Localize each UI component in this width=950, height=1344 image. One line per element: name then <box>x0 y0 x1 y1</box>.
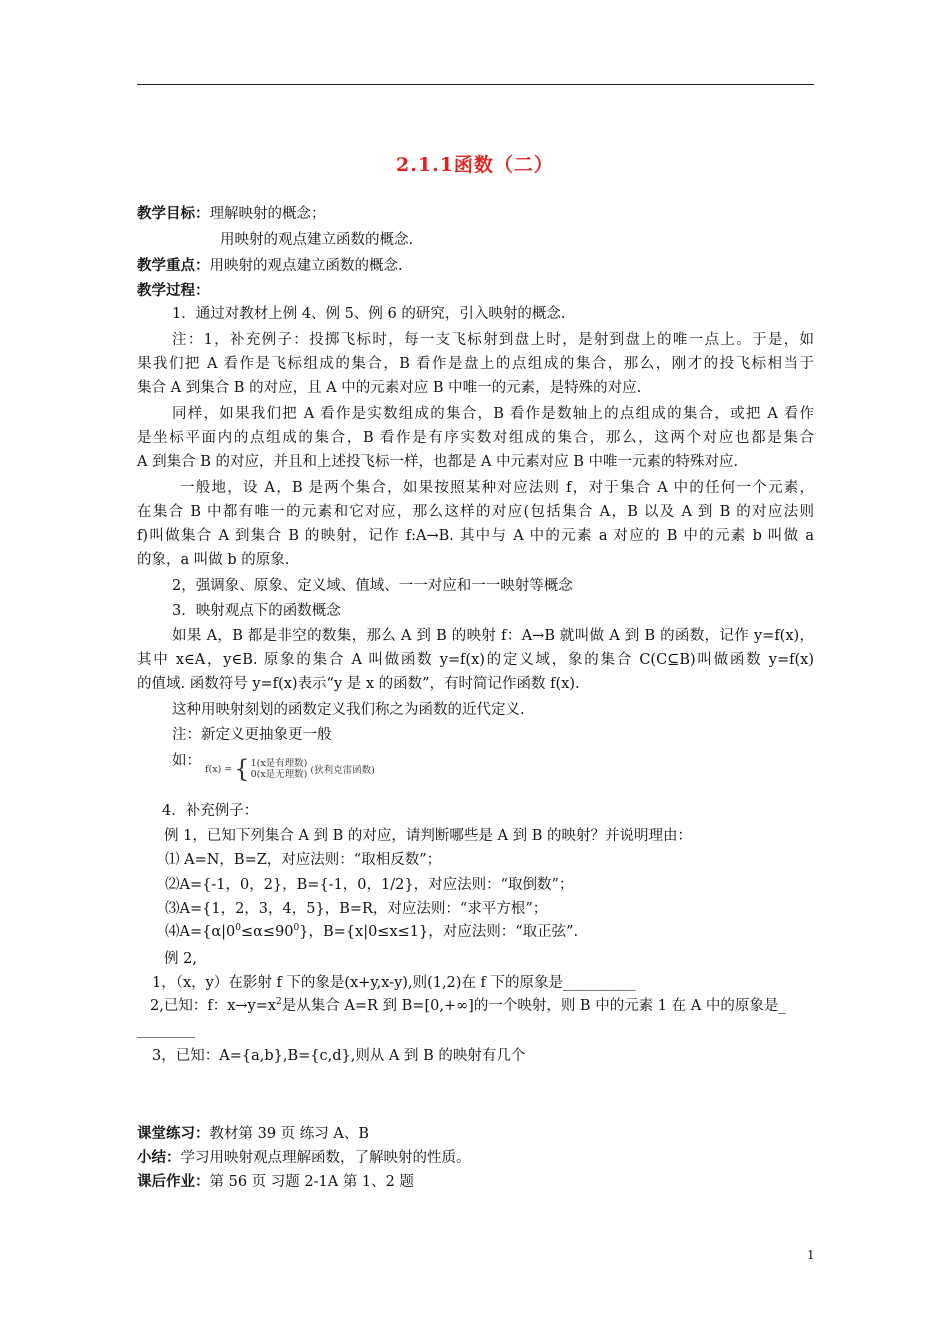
square-sup: 2 <box>276 997 282 1008</box>
example-4-part-b: ≤α≤90 <box>240 924 294 940</box>
body-line: ⑴ A=N，B=Z，对应法则：“取相反数”； <box>165 852 442 868</box>
homework-text: 第 56 页 习题 2-1A 第 1、2 题 <box>209 1174 414 1190</box>
example-4-part-a: ⑷A={α|0 <box>165 924 236 940</box>
body-line: 3，已知：A={a,b},B={c,d},则从 A 到 B 的映射有几个 <box>152 1048 526 1064</box>
process-label: 教学过程： <box>137 282 210 299</box>
example-4-part-c: }，B={x|0≤x≤1}，对应法则：“取正弦”. <box>299 924 579 940</box>
objective-line-2: 用映射的观点建立函数的概念. <box>220 232 414 248</box>
formula-cases <box>251 758 308 780</box>
body-line: 4．补充例子： <box>162 803 259 819</box>
objective-text-1: 理解映射的概念； <box>209 206 326 222</box>
page-number: 1 <box>807 1248 815 1262</box>
body-line: 集合 A 到集合 B 的对应，且 A 中的元素对应 B 中唯一的元素，是特殊的对应. <box>137 380 642 396</box>
body-line <box>150 996 786 1016</box>
summary-label: 小结： <box>137 1149 181 1166</box>
body-line: 一般地，设 A，B 是两个集合，如果按照某种对应法则 f，对于集合 A 中的任何一个元素， <box>180 480 814 496</box>
header-rule <box>137 84 814 85</box>
degree-sup: 0 <box>235 923 241 934</box>
body-line: 同样，如果我们把 A 看作是实数组成的集合，B 看作是数轴上的点组成的集合，或把 A 看作 <box>172 406 814 422</box>
example-2-2-part-b: 是从集合 A=R 到 B=[0,+∞]的一个映射，则 B 中的元素 1 在 A 中的原象是_ <box>281 998 786 1014</box>
body-line: 果我们把 A 看作是飞标组成的集合，B 看作是盘上的点组成的集合，那么，刚才的投飞标相当于 <box>137 356 814 372</box>
homework-label: 课后作业： <box>137 1173 210 1190</box>
body-line: 其中 x∈A，y∈B. 原象的集合 A 叫做函数 y=f(x)的定义域，象的集合 C(C⊆B)叫做函数 y=f(x) <box>137 652 814 668</box>
body-line <box>165 922 578 942</box>
key-point-text: 用映射的观点建立函数的概念. <box>209 258 403 274</box>
key-point-label: 教学重点： <box>137 257 210 274</box>
example-2-2-part-a: 2,已知：f：x→y=x <box>150 998 277 1014</box>
body-line: 注：新定义更抽象更一般 <box>172 727 332 743</box>
objective-line-1 <box>137 204 326 224</box>
formula-note: (狄利克雷函数) <box>310 765 375 776</box>
body-line: ⑵A={-1，0，2}，B={-1，0，1/2}，对应法则：“取倒数”； <box>165 877 574 893</box>
body-line: 这种用映射刻划的函数定义我们称之为函数的近代定义. <box>172 702 525 718</box>
body-line: 1．通过对教材上例 4、例 5、例 6 的研究，引入映射的概念. <box>172 306 566 322</box>
body-line: 如果 A，B 都是非空的数集，那么 A 到 B 的映射 f：A→B 就叫做 A 到 B 的函数，记作 y=f(x)， <box>172 628 814 644</box>
body-line: 如： <box>172 753 201 769</box>
body-line: ________ <box>137 1022 195 1038</box>
formula-case-2: 0(x是无理数) <box>250 769 308 780</box>
formula-case-1: 1(x是有理数) <box>250 758 308 769</box>
homework-line <box>137 1172 414 1192</box>
body-line: 注：1，补充例子：投掷飞标时，每一支飞标射到盘上时，是射到盘上的唯一点上。于是，如 <box>172 332 814 348</box>
body-line: 3．映射观点下的函数概念 <box>172 603 341 619</box>
practice-line <box>137 1124 369 1144</box>
body-line: 在集合 B 中都有唯一的元素和它对应，那么这样的对应(包括集合 A，B 以及 A 到 B 的对应法则 <box>137 504 814 520</box>
degree-sup: 0 <box>293 923 300 934</box>
body-line: 1，（x，y）在影射 f 下的象是(x+y,x-y),则(1,2)在 f 下的原象是__________ <box>152 975 636 991</box>
body-line: 的值域. 函数符号 y=f(x)表示“y 是 x 的函数”，有时简记作函数 f(x). <box>137 676 580 692</box>
practice-text: 教材第 39 页 练习 A、B <box>209 1126 370 1142</box>
body-line: 是坐标平面内的点组成的集合，B 看作是有序实数对组成的集合，那么，这两个对应也都是集合 <box>137 430 814 446</box>
body-line: 2，强调象、原象、定义域、值域、一一对应和一一映射等概念 <box>172 578 573 594</box>
practice-label: 课堂练习： <box>137 1125 210 1142</box>
dirichlet-formula <box>205 757 375 781</box>
objective-label: 教学目标： <box>137 205 210 222</box>
summary-text: 学习用映射观点理解函数，了解映射的性质。 <box>180 1150 471 1166</box>
page-title: 2.1.1函数（二） <box>396 154 554 176</box>
body-line: 例 2, <box>164 951 197 967</box>
body-line: 例 1，已知下列集合 A 到 B 的对应，请判断哪些是 A 到 B 的映射？并说明理由： <box>164 828 692 844</box>
body-line: 的象，a 叫做 b 的原象. <box>137 552 290 568</box>
body-line: A 到集合 B 的对应，并且和上述投飞标一样，也都是 A 中元素对应 B 中唯一元素的特殊对应. <box>137 454 739 470</box>
key-point-line <box>137 256 403 276</box>
formula-brace: { <box>234 755 250 783</box>
formula-lhs: f(x) = <box>205 763 233 775</box>
body-line: ⑶A={1，2，3，4，5}，B=R，对应法则：“求平方根”； <box>165 901 548 917</box>
body-line: f)叫做集合 A 到集合 B 的映射，记作 f:A→B. 其中与 A 中的元素 a 对应的 B 中的元素 b 叫做 a <box>137 528 814 544</box>
summary-line <box>137 1148 471 1168</box>
